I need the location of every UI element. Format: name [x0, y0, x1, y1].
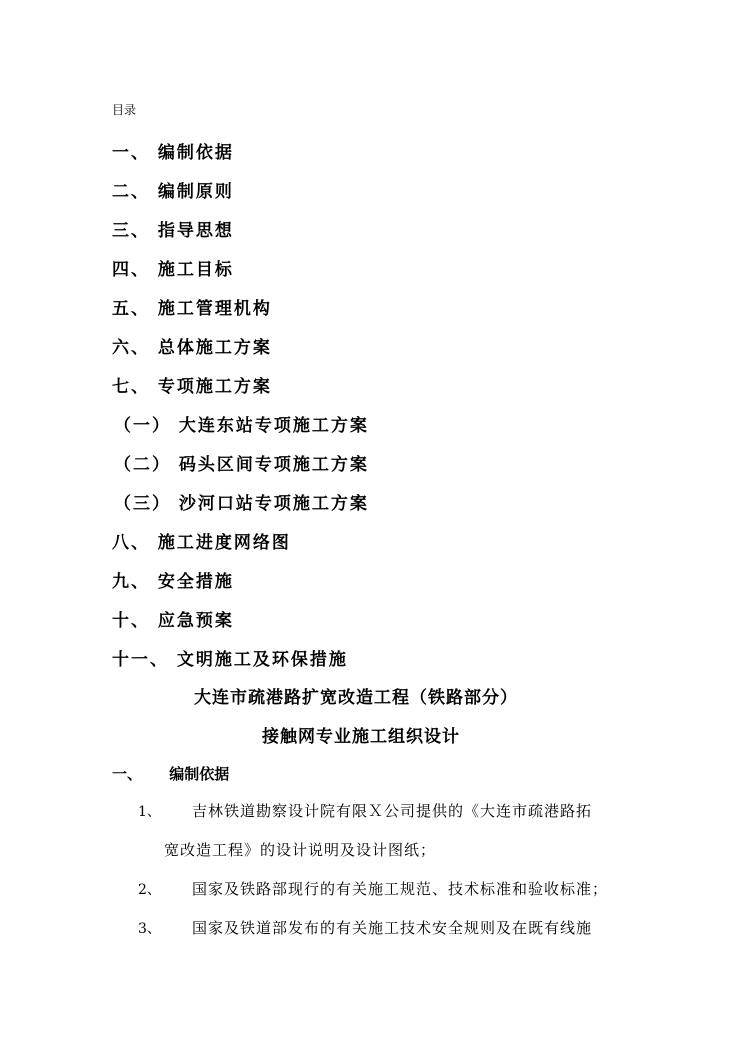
list-item-number: 3、	[138, 921, 161, 937]
toc-item: （二） 码头区间专项施工方案	[114, 455, 369, 475]
toc-item: 九、 安全措施	[112, 572, 234, 592]
toc-item: 十一、 文明施工及环保措施	[112, 650, 348, 670]
toc-item: 二、 编制原则	[112, 182, 234, 202]
toc-item: （三） 沙河口站专项施工方案	[114, 494, 369, 514]
list-item-text: 吉林铁道勘察设计院有限Ｘ公司提供的《大连市疏港路拓	[192, 802, 593, 820]
document-subtitle: 接触网专业施工组织设计	[262, 727, 460, 747]
toc-item: 八、 施工进度网络图	[112, 533, 291, 553]
toc-item: 六、 总体施工方案	[112, 338, 272, 358]
toc-item: 十、 应急预案	[112, 611, 234, 631]
toc-title: 目录	[112, 103, 137, 117]
list-item-number: 1、	[138, 804, 161, 820]
toc-item: 五、 施工管理机构	[112, 299, 272, 319]
toc-item: （一） 大连东站专项施工方案	[114, 416, 369, 436]
toc-item: 七、 专项施工方案	[112, 377, 272, 397]
section-number: 一、	[112, 765, 143, 783]
section-heading	[112, 763, 229, 784]
list-item-text-continued: 宽改造工程》的设计说明及设计图纸；	[164, 841, 437, 859]
list-item-text: 国家及铁道部发布的有关施工技术安全规则及在既有线施	[192, 919, 593, 937]
toc-item: 三、 指导思想	[112, 221, 234, 241]
document-title: 大连市疏港路扩宽改造工程（铁路部分）	[194, 688, 518, 708]
list-item-number: 2、	[138, 882, 161, 898]
list-item-text: 国家及铁路部现行的有关施工规范、技术标准和验收标准；	[192, 880, 609, 898]
section-title: 编制依据	[169, 765, 230, 783]
toc-item: 四、 施工目标	[112, 260, 234, 280]
toc-item: 一、 编制依据	[112, 143, 234, 163]
